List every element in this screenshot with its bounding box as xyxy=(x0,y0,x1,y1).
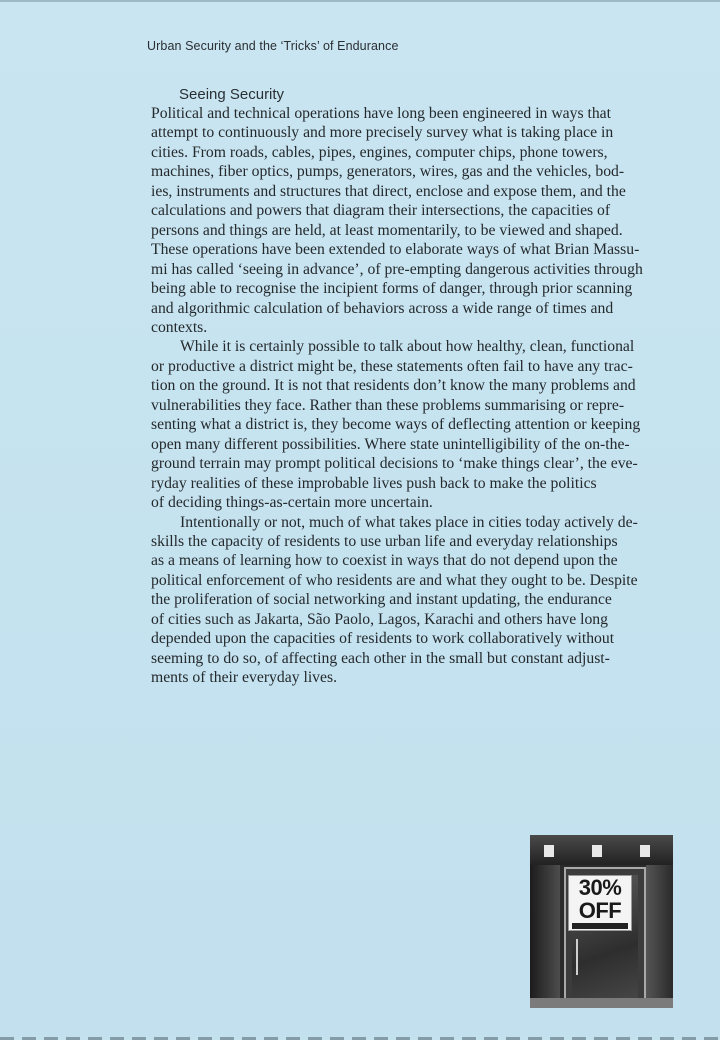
paragraph-2 xyxy=(151,337,691,512)
text-line: Political and technical operations have long been engineered in ways that xyxy=(151,105,612,122)
storefront-photo xyxy=(530,835,673,1008)
text-line: political enforcement of who residents are and what they ought to be. Despite xyxy=(151,571,638,589)
ceiling-light xyxy=(544,845,554,857)
text-line: being able to recognise the incipient forms of danger, through prior scanning xyxy=(151,280,633,298)
text-line: or productive a district might be, these statements often fail to have any trac- xyxy=(151,357,633,375)
text-line: attempt to continuously and more precisely survey what is taking place in xyxy=(151,124,614,142)
text-line: ments of their everyday lives. xyxy=(151,669,338,687)
page-top-edge xyxy=(0,0,720,2)
text-line: cities. From roads, cables, pipes, engines, computer chips, phone towers, xyxy=(151,143,608,161)
text-line: the proliferation of social networking and instant updating, the endurance xyxy=(151,591,612,609)
text-line: tion on the ground. It is not that residents don’t know the many problems and xyxy=(151,377,636,395)
text-line: mi has called ‘seeing in advance’, of pre-empting dangerous activities through xyxy=(151,260,643,278)
text-line: of cities such as Jakarta, São Paolo, Lagos, Karachi and others have long xyxy=(151,610,608,628)
running-head: Urban Security and the ‘Tricks’ of Endurance xyxy=(147,39,399,53)
paragraph-1 xyxy=(151,104,691,337)
text-line: open many different possibilities. Where state unintelligibility of the on-the- xyxy=(151,435,630,453)
text-line: and algorithmic calculation of behaviors across a wide range of times and xyxy=(151,299,614,317)
text-line: These operations have been extended to elaborate ways of what Brian Massu- xyxy=(151,241,640,259)
discount-sign xyxy=(568,875,632,931)
text-line: machines, fiber optics, pumps, generators, wires, gas and the vehicles, bod- xyxy=(151,163,625,181)
body-text xyxy=(151,104,691,688)
text-line: senting what a district is, they become ways of deflecting attention or keeping xyxy=(151,416,641,434)
photo-right-window xyxy=(646,865,673,1008)
text-line: as a means of learning how to coexist in ways that do not depend upon the xyxy=(151,552,618,570)
text-line: depended upon the capacities of residents to work collaboratively without xyxy=(151,630,615,648)
text-line: skills the capacity of residents to use urban life and everyday relationships xyxy=(151,532,618,550)
ceiling-light xyxy=(592,845,602,857)
text-line: ryday realities of these improbable lives push back to make the politics xyxy=(151,474,597,492)
sign-strip xyxy=(572,923,628,929)
text-line: persons and things are held, at least momentarily, to be viewed and shaped. xyxy=(151,221,623,239)
door-handle xyxy=(576,939,578,975)
sign-percent: 30% xyxy=(578,875,622,900)
photo-floor xyxy=(530,998,673,1008)
text-line: While it is certainly possible to talk about how healthy, clean, functional xyxy=(180,338,635,356)
text-line: contexts. xyxy=(151,318,208,336)
text-line: ies, instruments and structures that direct, enclose and expose them, and the xyxy=(151,182,626,200)
text-line: vulnerabilities they face. Rather than these problems summarising or repre- xyxy=(151,396,625,414)
photo-left-window xyxy=(530,865,560,1008)
text-line: calculations and powers that diagram their intersections, the capacities of xyxy=(151,202,611,220)
section-heading: Seeing Security xyxy=(179,86,285,103)
text-line: seeming to do so, of affecting each other in the small but constant adjust- xyxy=(151,649,610,667)
text-line: Intentionally or not, much of what takes place in cities today actively de- xyxy=(180,513,638,531)
text-line: of deciding things-as-certain more uncertain. xyxy=(151,494,433,512)
paragraph-3 xyxy=(151,513,691,688)
ceiling-light xyxy=(640,845,650,857)
sign-off: OFF xyxy=(578,898,622,923)
text-line: ground terrain may prompt political decisions to ‘make things clear’, the eve- xyxy=(151,455,638,473)
